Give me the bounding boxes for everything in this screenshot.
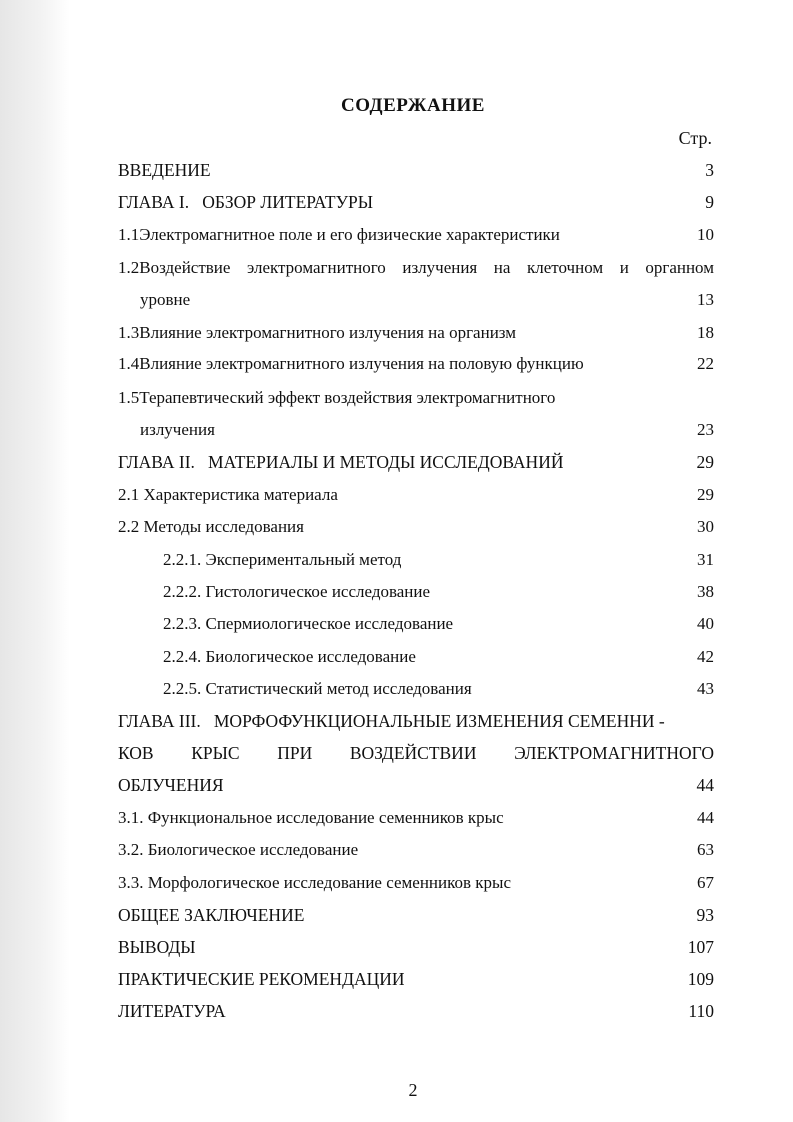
toc-row-2-2 [118, 514, 714, 540]
toc-word: на [493, 258, 511, 277]
toc-row-1-5-line1 [118, 385, 714, 411]
toc-row-2-2-2 [118, 579, 714, 605]
toc-word: ПРИ [277, 743, 313, 763]
toc-row-chapter-3-line1 [118, 708, 714, 734]
toc-row-2-2-1 [118, 547, 714, 573]
toc-row-page: 44 [697, 808, 714, 827]
toc-row-page: 40 [697, 614, 714, 633]
toc-row-page: 10 [697, 225, 714, 244]
toc-row-text: уровне [140, 290, 191, 309]
toc-row-page: 38 [697, 582, 714, 601]
toc-row-page: 18 [697, 323, 714, 342]
toc-row-1-2-line2 [118, 287, 714, 313]
toc-row-text: ЛИТЕРАТУРА [118, 1001, 226, 1021]
toc-row-page: 23 [697, 420, 714, 439]
toc-row-findings [118, 934, 714, 960]
page-column-label: Стр. [678, 128, 712, 148]
toc-row-page: 43 [697, 679, 714, 698]
toc-row-chapter-1 [118, 189, 714, 215]
toc-word: электромагнитного [246, 258, 386, 277]
toc-row-text: ГЛАВА I. ОБЗОР ЛИТЕРАТУРЫ [118, 192, 373, 212]
toc-row-text: ВЫВОДЫ [118, 937, 196, 957]
toc-row-page: 109 [687, 969, 714, 989]
toc-row-chapter-3-line2 [118, 740, 714, 766]
toc-word: клеточном [527, 258, 604, 277]
page-number: 2 [408, 1080, 418, 1100]
toc-row-page: 29 [696, 452, 714, 472]
toc-row-text: 3.1. Функциональное исследование семенников крыс [118, 808, 504, 827]
toc-word: ЭЛЕКТРОМАГНИТНОГО [514, 743, 714, 763]
toc-row-recommendations [118, 966, 714, 992]
toc-row-chapter-2 [118, 449, 714, 475]
toc-row-text: 2.2.1. Экспериментальный метод [163, 550, 402, 569]
toc-row-page: 29 [697, 485, 714, 504]
toc-row-text: ВВЕДЕНИЕ [118, 160, 211, 180]
toc-row-text: излучения [140, 420, 215, 439]
toc-row-3-3 [118, 870, 714, 896]
toc-row-2-2-5 [118, 676, 714, 702]
toc-row-page: 93 [696, 905, 714, 925]
toc-row-1-1 [118, 222, 714, 248]
toc-row-text: 1.1Электромагнитное поле и его физические характеристики [118, 225, 560, 244]
toc-row-text: 2.1 Характеристика материала [118, 485, 338, 504]
toc-row-page: 13 [697, 290, 714, 309]
toc-row-page: 30 [697, 517, 714, 536]
toc-row-text: ПРАКТИЧЕСКИЕ РЕКОМЕНДАЦИИ [118, 969, 405, 989]
toc-row-2-2-4 [118, 644, 714, 670]
toc-row-text: 1.5Терапевтический эффект воздействия электромагнитного [118, 388, 556, 407]
toc-row-introduction [118, 157, 714, 183]
toc-row-text: 3.2. Биологическое исследование [118, 840, 359, 859]
toc-row-page: 42 [697, 647, 714, 666]
toc-row-text: 2.2.3. Спермиологическое исследование [163, 614, 454, 633]
toc-row-3-2 [118, 837, 714, 863]
toc-row-text: 2.2.5. Статистический метод исследования [163, 679, 472, 698]
toc-row-literature [118, 998, 714, 1024]
toc-word: излучения [402, 258, 478, 277]
toc-row-text: 1.4Влияние электромагнитного излучения на половую функцию [118, 354, 584, 373]
toc-row-1-5-line2 [118, 417, 714, 443]
toc-row-text [118, 255, 714, 281]
toc-row-text: ОБЩЕЕ ЗАКЛЮЧЕНИЕ [118, 905, 305, 925]
toc-row-conclusion [118, 902, 714, 928]
toc-row-page: 9 [705, 192, 714, 212]
toc-row-text: ОБЛУЧЕНИЯ [118, 775, 224, 795]
toc-word: КОВ [118, 743, 154, 763]
toc-row-1-2-line1 [118, 255, 714, 281]
toc-row-page: 44 [696, 775, 714, 795]
toc-word: и [619, 258, 629, 277]
toc-row-page: 22 [697, 354, 714, 373]
page-title: СОДЕРЖАНИЕ [341, 95, 485, 116]
toc-row-chapter-3-line3 [118, 772, 714, 798]
toc-word: ВОЗДЕЙСТВИИ [349, 743, 477, 763]
toc-word: 1.2Воздействие [118, 258, 231, 277]
toc-row-page: 63 [697, 840, 714, 859]
toc-row-text: ГЛАВА II. МАТЕРИАЛЫ И МЕТОДЫ ИССЛЕДОВАНИЙ [118, 452, 564, 472]
toc-row-page: 110 [688, 1001, 714, 1021]
toc-row-page: 3 [705, 160, 714, 180]
toc-row-text: 2.2.2. Гистологическое исследование [163, 582, 431, 601]
toc-row-text: 2.2.4. Биологическое исследование [163, 647, 416, 666]
toc-row-page: 107 [687, 937, 714, 957]
toc-word: органном [645, 258, 714, 277]
toc-row-3-1 [118, 805, 714, 831]
toc-row-text: 2.2 Методы исследования [118, 517, 304, 536]
toc-row-1-3 [118, 320, 714, 346]
toc-row-2-2-3 [118, 611, 714, 637]
toc-row-text: 1.3Влияние электромагнитного излучения на организм [118, 323, 517, 342]
toc-row-page: 67 [697, 873, 714, 892]
toc-row-text: 3.3. Морфологическое исследование семенников крыс [118, 873, 512, 892]
toc-word: КРЫС [191, 743, 240, 763]
toc-row-page: 31 [697, 550, 714, 569]
toc-row-text [118, 740, 714, 766]
toc-row-1-4 [118, 351, 714, 377]
toc-row-2-1 [118, 482, 714, 508]
toc-row-text: ГЛАВА III. МОРФОФУНКЦИОНАЛЬНЫЕ ИЗМЕНЕНИЯ СЕМЕННИ - [118, 711, 665, 731]
